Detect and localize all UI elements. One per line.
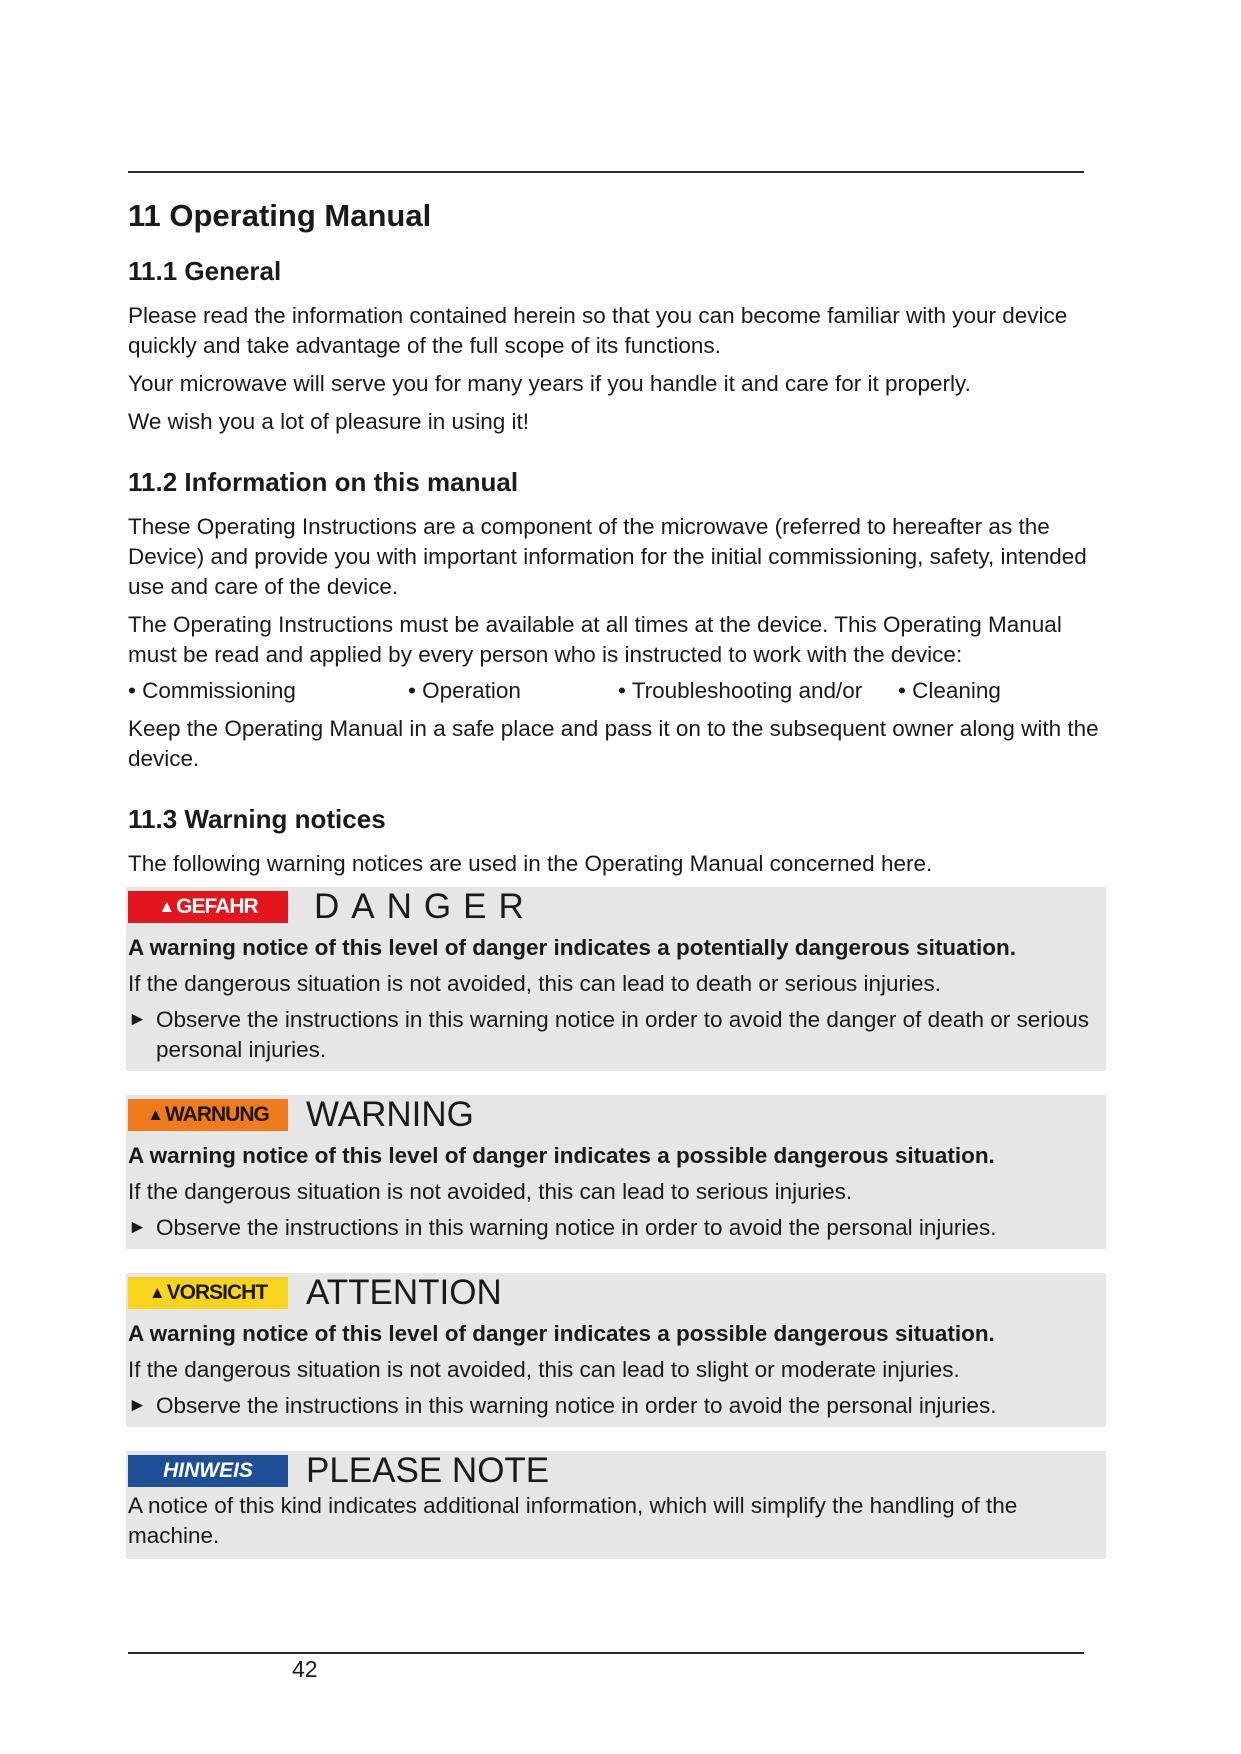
warning-notice-header: [128, 1095, 1106, 1135]
danger-badge: [128, 891, 288, 923]
warning-action-text: Observe the instructions in this warning notice in order to avoid the personal injuries.: [156, 1215, 997, 1240]
arrow-right-icon: ►: [128, 1009, 147, 1030]
danger-notice: [126, 887, 1106, 1071]
attention-lead: A warning notice of this level of danger indicates a possible dangerous situation.: [128, 1321, 995, 1346]
section-title: 11 Operating Manual: [128, 198, 432, 233]
header-rule: [128, 171, 1084, 173]
danger-action: [128, 1005, 1106, 1065]
page-content: [128, 190, 1108, 1583]
general-paragraph-3: We wish you a lot of pleasure in using it!: [128, 409, 530, 434]
warning-triangle-icon: ▲: [148, 1283, 165, 1302]
info-section: [128, 467, 1108, 774]
warning-badge-label: WARNUNG: [165, 1103, 269, 1126]
info-heading: 11.2 Information on this manual: [128, 467, 519, 497]
attention-notice-header: [128, 1273, 1106, 1313]
danger-text: If the dangerous situation is not avoided, this can lead to death or serious injuries.: [128, 971, 941, 996]
danger-action-text: Observe the instructions in this warning notice in order to avoid the danger of death or serious personal injuries.: [156, 1007, 1090, 1062]
warning-action: [128, 1213, 1106, 1243]
list-item: • Troubleshooting and/or: [618, 678, 863, 703]
danger-notice-header: [128, 887, 1106, 927]
warnings-section: [128, 804, 1108, 1559]
warnings-heading: 11.3 Warning notices: [128, 804, 386, 834]
warning-lead: A warning notice of this level of danger indicates a possible dangerous situation.: [128, 1143, 995, 1168]
arrow-right-icon: ►: [128, 1217, 147, 1238]
list-item: • Cleaning: [898, 678, 1001, 703]
attention-notice: [126, 1273, 1106, 1427]
info-paragraph-1: These Operating Instructions are a component of the microwave (referred to hereafter as the Device) and provide you with important information for the initial commissioning, safety, intended use and care of the device.: [128, 514, 1087, 599]
activity-list: [128, 676, 1108, 706]
attention-badge: [128, 1277, 288, 1309]
attention-action: [128, 1391, 1106, 1421]
info-paragraph-2: The Operating Instructions must be available at all times at the device. This Operating Manual must be read and applied by every person who is instructed to work with the device:: [128, 612, 1062, 667]
info-paragraph-3: Keep the Operating Manual in a safe place and pass it on to the subsequent owner along with the device.: [128, 716, 1099, 771]
warning-badge: [128, 1099, 288, 1131]
warning-signal-word: WARNING: [306, 1095, 474, 1134]
warning-notice: [126, 1095, 1106, 1249]
note-badge: [128, 1455, 288, 1487]
arrow-right-icon: ►: [128, 1395, 147, 1416]
note-signal-word: PLEASE NOTE: [306, 1451, 550, 1490]
general-section: [128, 256, 1108, 437]
warning-triangle-icon: ▲: [147, 1105, 163, 1124]
note-text: A notice of this kind indicates additional information, which will simplify the handling of the machine.: [128, 1493, 1018, 1548]
list-item: • Commissioning: [128, 678, 296, 703]
warnings-intro: The following warning notices are used in the Operating Manual concerned here.: [128, 851, 933, 876]
page-number: 42: [292, 1656, 318, 1682]
danger-badge-label: GEFAHR: [176, 895, 258, 918]
attention-action-text: Observe the instructions in this warning notice in order to avoid the personal injuries.: [156, 1393, 997, 1418]
warning-triangle-icon: ▲: [158, 897, 175, 916]
list-item: • Operation: [408, 678, 521, 703]
warning-text: If the dangerous situation is not avoided, this can lead to serious injuries.: [128, 1179, 853, 1204]
general-paragraph-1: Please read the information contained herein so that you can become familiar with your device quickly and take advantage of the full scope of its functions.: [128, 303, 1068, 358]
danger-lead: A warning notice of this level of danger indicates a potentially dangerous situation.: [128, 935, 1017, 960]
footer-rule: [128, 1652, 1084, 1654]
general-heading: 11.1 General: [128, 256, 282, 286]
note-notice-header: [128, 1451, 1106, 1491]
attention-badge-label: VORSICHT: [166, 1281, 268, 1304]
attention-text: If the dangerous situation is not avoided, this can lead to slight or moderate injuries.: [128, 1357, 960, 1382]
attention-signal-word: ATTENTION: [306, 1273, 502, 1312]
general-paragraph-2: Your microwave will serve you for many years if you handle it and care for it properly.: [128, 371, 971, 396]
note-badge-label: HINWEIS: [163, 1459, 253, 1482]
danger-signal-word: DANGER: [314, 887, 536, 926]
note-notice: [126, 1451, 1106, 1559]
